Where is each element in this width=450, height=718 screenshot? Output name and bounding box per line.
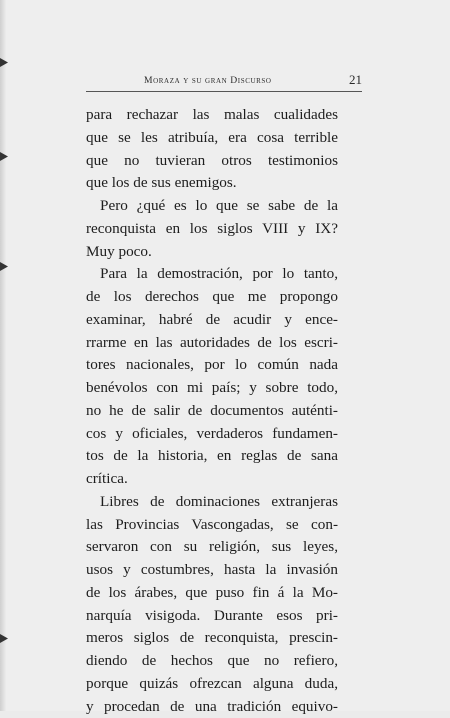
text-line: benévolos con mi país; y sobre todo, [86,377,338,400]
text-line: cos y oficiales, verdaderos fundamen- [86,423,338,446]
text-line: Para la demostración, por lo tanto, [86,263,338,286]
text-line: reconquista en los siglos VIII y IX? [86,218,338,241]
text-line: usos y costumbres, hasta la invasión [86,559,338,582]
text-line: para rechazar las malas cualidades [86,104,338,127]
text-line: servaron con su religión, sus leyes, [86,536,338,559]
body-text [86,104,338,718]
text-line: tos de la historia, en reglas de sana [86,445,338,468]
header-rule [86,91,362,92]
text-line: que los de sus enemigos. [86,172,338,195]
text-line: Libres de dominaciones extranjeras [86,491,338,514]
text-line: rrarme en las autoridades de los escri- [86,332,338,355]
text-line: meros siglos de reconquista, prescin- [86,627,338,650]
text-line: Muy poco. [86,241,338,264]
text-line: de los árabes, que puso fin á la Mo- [86,582,338,605]
text-line: que no tuvieran otros testimonios [86,150,338,173]
text-line: no he de salir de documentos auténti- [86,400,338,423]
text-line: y procedan de una tradición equivo- [86,696,338,718]
page-gutter [0,0,6,711]
text-line: que se les atribuía, era cosa terrible [86,127,338,150]
page-number: 21 [349,72,362,88]
text-line: crítica. [86,468,338,491]
text-line: Pero ¿qué es lo que se sabe de la [86,195,338,218]
text-line: porque quizás ofrezcan alguna duda, [86,673,338,696]
page-header [86,66,362,92]
text-line: tores nacionales, por lo común nada [86,354,338,377]
text-line: las Provincias Vascongadas, se con- [86,514,338,537]
text-line: diendo de hechos que no refiero, [86,650,338,673]
running-head: Moraza y su gran Discurso [144,75,272,86]
text-line: narquía visigoda. Durante esos pri- [86,605,338,628]
text-line: examinar, habré de acudir y ence- [86,309,338,332]
text-line: de los derechos que me propongo [86,286,338,309]
